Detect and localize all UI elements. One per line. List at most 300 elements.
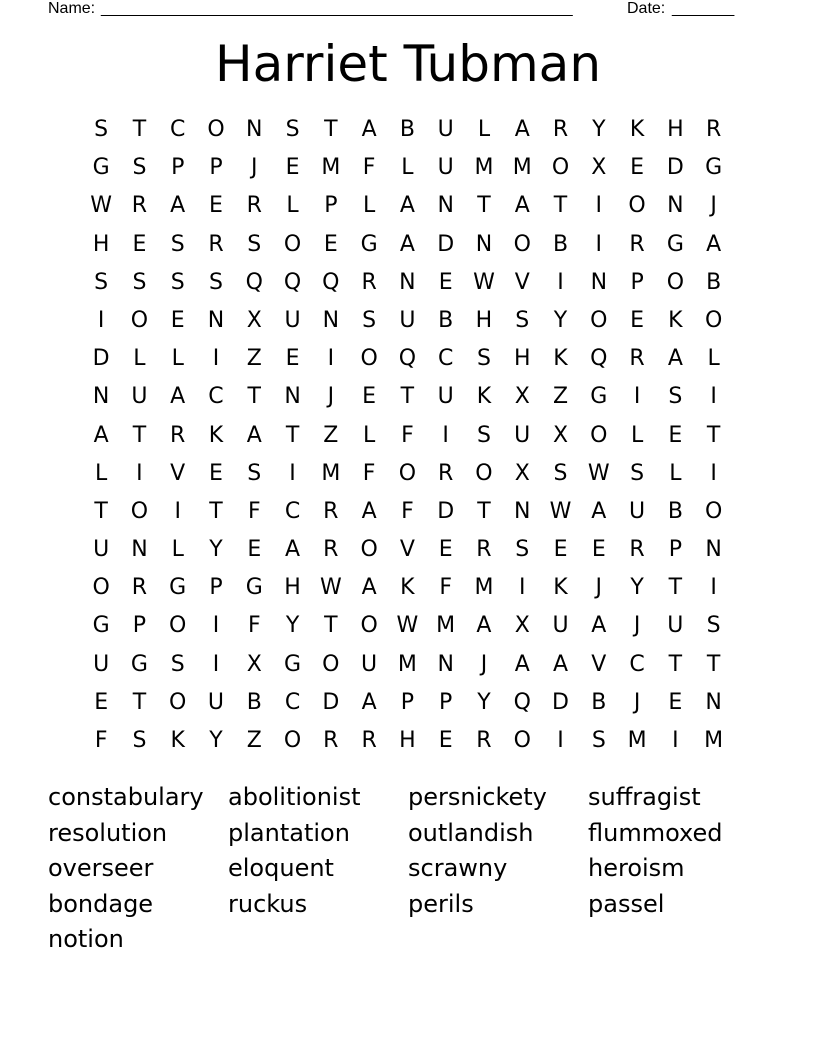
grid-row: [82, 531, 733, 569]
grid-letter: X: [246, 307, 262, 333]
date-label: Date:: [627, 0, 666, 17]
grid-letter: E: [630, 155, 645, 181]
grid-letter: R: [629, 231, 645, 257]
grid-letter: A: [706, 231, 722, 257]
grid-letter: M: [627, 728, 647, 753]
grid-row: [82, 226, 733, 264]
grid-letter: Y: [209, 728, 223, 753]
grid-letter: H: [513, 346, 531, 372]
grid-letter: K: [400, 575, 415, 601]
grid-letter: P: [668, 537, 682, 563]
grid-row: [82, 417, 733, 455]
grid-letter: A: [476, 613, 492, 639]
grid-letter: T: [132, 117, 147, 142]
grid-letter: L: [171, 346, 184, 372]
grid-letter: R: [323, 498, 339, 524]
grid-letter: D: [666, 155, 684, 181]
grid-letter: G: [360, 231, 378, 257]
grid-letter: L: [95, 460, 108, 486]
grid-letter: S: [706, 613, 721, 639]
grid-letter: A: [361, 117, 377, 142]
grid-letter: O: [704, 498, 723, 524]
grid-letter: V: [591, 651, 607, 677]
grid-letter: L: [171, 537, 184, 563]
grid-letter: E: [209, 193, 223, 219]
grid-letter: O: [130, 498, 149, 524]
grid-letter: U: [514, 422, 531, 448]
grid-letter: H: [399, 728, 416, 753]
grid-letter: J: [710, 193, 717, 219]
grid-letter: V: [514, 269, 530, 295]
grid-letter: R: [629, 346, 645, 372]
grid-row: [82, 340, 733, 378]
grid-letter: E: [553, 537, 568, 563]
grid-letter: B: [706, 269, 722, 295]
grid-row: [82, 684, 733, 722]
grid-letter: O: [360, 613, 378, 639]
grid-letter: R: [629, 537, 645, 563]
grid-letter: M: [436, 613, 456, 639]
grid-letter: O: [322, 651, 340, 677]
grid-letter: N: [667, 193, 684, 219]
grid-letter: X: [591, 155, 607, 181]
grid-letter: S: [94, 269, 109, 295]
grid-row: [82, 302, 733, 340]
grid-letter: P: [171, 155, 185, 181]
grid-letter: O: [130, 307, 149, 333]
grid-letter: U: [667, 613, 684, 639]
grid-row: [82, 646, 733, 684]
word-list-item: flummoxed: [588, 818, 723, 847]
grid-row: [82, 187, 733, 225]
grid-row: [82, 569, 733, 607]
grid-letter: G: [590, 384, 608, 410]
grid-letter: I: [557, 269, 564, 295]
word-list-item: scrawny: [408, 854, 508, 883]
grid-letter: E: [285, 346, 300, 372]
grid-letter: D: [92, 346, 110, 372]
grid-letter: C: [284, 689, 301, 715]
grid-letter: U: [207, 689, 225, 715]
grid-letter: Z: [323, 422, 339, 448]
grid-letter: S: [515, 537, 530, 563]
grid-letter: U: [437, 117, 454, 142]
grid-letter: E: [94, 689, 109, 715]
grid-letter: W: [396, 613, 419, 639]
grid-letter: T: [668, 651, 683, 677]
grid-letter: N: [514, 498, 531, 524]
grid-row: [82, 722, 733, 760]
grid-letter: O: [169, 613, 187, 639]
grid-row: [82, 607, 733, 645]
grid-letter: U: [552, 613, 569, 639]
word-list-item: notion: [48, 925, 124, 954]
grid-letter: F: [362, 460, 376, 486]
grid-row: [82, 149, 733, 187]
grid-letter: A: [591, 613, 607, 639]
grid-letter: N: [475, 231, 493, 257]
grid-letter: O: [283, 728, 302, 753]
grid-letter: M: [474, 155, 494, 181]
grid-letter: S: [170, 231, 185, 257]
grid-letter: S: [553, 460, 568, 486]
grid-letter: H: [667, 117, 684, 142]
grid-letter: S: [515, 307, 530, 333]
grid-letter: B: [438, 307, 454, 333]
grid-letter: U: [437, 384, 454, 410]
grid-letter: S: [247, 460, 262, 486]
grid-letter: A: [361, 575, 377, 601]
grid-letter: T: [209, 498, 223, 524]
grid-letter: J: [251, 155, 258, 181]
grid-letter: G: [169, 575, 187, 601]
grid-letter: N: [246, 117, 263, 142]
grid-letter: R: [208, 231, 224, 257]
grid-letter: O: [169, 689, 187, 715]
grid-letter: P: [630, 269, 644, 295]
grid-letter: I: [212, 651, 220, 677]
grid-letter: U: [131, 384, 148, 410]
grid-letter: E: [323, 231, 338, 257]
grid-letter: P: [400, 689, 415, 715]
grid-row: [82, 264, 733, 302]
grid-letter: C: [629, 651, 645, 677]
grid-letter: L: [286, 193, 299, 219]
name-blank: _____________________________________________________: [101, 0, 573, 17]
grid-letter: L: [401, 155, 414, 181]
grid-letter: R: [705, 117, 722, 142]
grid-letter: X: [514, 384, 530, 410]
grid-letter: A: [591, 498, 607, 524]
grid-letter: S: [476, 422, 491, 448]
grid-letter: O: [551, 155, 570, 181]
grid-letter: L: [707, 346, 720, 372]
word-list-item: abolitionist: [228, 783, 361, 811]
grid-letter: J: [595, 575, 603, 601]
grid-letter: E: [630, 307, 645, 333]
grid-letter: H: [92, 231, 110, 257]
grid-letter: S: [132, 155, 147, 181]
word-list-item: overseer: [48, 854, 154, 883]
grid-letter: T: [247, 384, 261, 410]
grid-letter: G: [284, 651, 302, 677]
grid-row: [82, 455, 733, 493]
grid-letter: V: [399, 537, 415, 563]
name-label: Name:: [48, 0, 96, 17]
grid-letter: N: [399, 269, 416, 295]
grid-letter: R: [323, 537, 339, 563]
grid-letter: M: [474, 575, 494, 601]
grid-letter: E: [438, 269, 453, 295]
grid-letter: U: [437, 155, 454, 181]
grid-letter: T: [400, 384, 415, 410]
grid-letter: I: [212, 613, 220, 639]
page-title: Harriet Tubman: [214, 35, 602, 93]
grid-letter: A: [514, 651, 530, 677]
grid-letter: G: [666, 231, 684, 257]
grid-letter: E: [438, 537, 453, 563]
grid-letter: I: [212, 346, 220, 372]
grid-letter: I: [710, 460, 717, 486]
grid-letter: S: [94, 117, 109, 142]
grid-letter: O: [666, 269, 685, 295]
grid-letter: E: [132, 231, 147, 257]
grid-letter: Z: [246, 346, 262, 372]
grid-letter: K: [553, 346, 568, 372]
grid-letter: E: [285, 155, 300, 181]
grid-letter: B: [591, 689, 607, 715]
grid-letter: T: [132, 422, 147, 448]
word-list: [48, 780, 768, 958]
grid-letter: Q: [398, 346, 417, 372]
date-blank: _______: [672, 0, 735, 17]
grid-letter: T: [324, 117, 338, 142]
grid-letter: P: [324, 193, 338, 219]
word-list-item: eloquent: [228, 854, 334, 883]
grid-letter: R: [246, 193, 262, 219]
grid-letter: R: [323, 728, 339, 753]
grid-letter: S: [132, 269, 147, 295]
grid-letter: F: [439, 575, 452, 601]
grid-letter: J: [633, 689, 641, 715]
grid-letter: V: [170, 460, 186, 486]
grid-letter: A: [552, 651, 569, 677]
grid-letter: G: [92, 155, 110, 181]
grid-letter: R: [438, 460, 454, 486]
grid-letter: A: [514, 117, 530, 142]
grid-letter: A: [170, 193, 186, 219]
grid-row: [82, 111, 733, 149]
grid-letter: N: [131, 537, 148, 563]
grid-letter: F: [401, 498, 414, 524]
word-list-item: constabulary: [48, 783, 204, 811]
grid-letter: R: [170, 422, 186, 448]
grid-letter: N: [437, 651, 454, 677]
grid-letter: K: [170, 728, 185, 753]
grid-letter: Q: [590, 346, 608, 372]
grid-letter: O: [398, 460, 417, 486]
header-line: [48, 0, 748, 20]
grid-letter: G: [705, 155, 723, 181]
grid-letter: T: [477, 498, 491, 524]
grid-letter: A: [399, 193, 415, 219]
grid-letter: O: [92, 575, 110, 601]
grid-letter: R: [361, 269, 377, 295]
grid-letter: N: [322, 307, 340, 333]
grid-letter: U: [629, 498, 646, 524]
grid-letter: S: [247, 231, 262, 257]
grid-letter: X: [246, 651, 262, 677]
grid-letter: P: [209, 155, 223, 181]
grid-letter: C: [208, 384, 224, 410]
grid-letter: G: [245, 575, 263, 601]
grid-letter: I: [710, 575, 717, 601]
grid-letter: S: [630, 460, 645, 486]
grid-letter: F: [247, 613, 261, 639]
grid-letter: L: [133, 346, 146, 372]
grid-letter: I: [672, 728, 679, 753]
grid-letter: X: [552, 422, 569, 448]
grid-letter: K: [553, 575, 568, 601]
grid-letter: O: [283, 231, 302, 257]
grid-letter: R: [552, 117, 569, 142]
grid-letter: T: [477, 193, 491, 219]
grid-letter: M: [704, 728, 724, 753]
grid-letter: Q: [245, 269, 263, 295]
grid-letter: Y: [477, 689, 491, 715]
grid-letter: F: [362, 155, 376, 181]
grid-letter: B: [552, 231, 569, 257]
grid-letter: I: [327, 346, 335, 372]
grid-letter: E: [591, 537, 606, 563]
grid-letter: X: [514, 613, 530, 639]
grid-letter: C: [437, 346, 454, 372]
grid-letter: J: [633, 613, 641, 639]
grid-letter: Y: [285, 613, 300, 639]
grid-letter: A: [399, 231, 415, 257]
grid-letter: B: [246, 689, 262, 715]
grid-letter: B: [399, 117, 415, 142]
word-list-item: bondage: [48, 889, 154, 918]
grid-letter: N: [705, 537, 722, 563]
grid-letter: I: [97, 307, 105, 333]
grid-letter: T: [324, 613, 338, 639]
grid-letter: I: [442, 422, 449, 448]
grid-letter: P: [209, 575, 223, 601]
grid-letter: A: [667, 346, 683, 372]
grid-letter: S: [668, 384, 683, 410]
grid-letter: O: [475, 460, 493, 486]
grid-letter: A: [361, 689, 377, 715]
grid-letter: R: [131, 575, 148, 601]
grid-letter: J: [480, 651, 488, 677]
word-search-grid: [82, 111, 733, 760]
grid-letter: N: [207, 307, 225, 333]
grid-letter: S: [362, 307, 377, 333]
grid-letter: E: [170, 307, 185, 333]
word-list-item: perils: [408, 889, 474, 918]
grid-letter: L: [630, 422, 644, 448]
grid-letter: M: [321, 155, 341, 181]
grid-letter: R: [361, 728, 377, 753]
word-list-item: resolution: [48, 818, 168, 847]
grid-letter: A: [361, 498, 377, 524]
grid-letter: Q: [322, 269, 340, 295]
grid-letter: W: [587, 460, 610, 486]
grid-letter: I: [595, 231, 603, 257]
grid-letter: S: [285, 117, 300, 142]
grid-letter: R: [131, 193, 148, 219]
grid-letter: N: [437, 193, 454, 219]
grid-letter: E: [209, 460, 223, 486]
grid-letter: S: [591, 728, 606, 753]
grid-letter: O: [360, 346, 378, 372]
grid-row: [82, 493, 733, 531]
grid-letter: L: [362, 193, 376, 219]
grid-letter: D: [552, 689, 569, 715]
grid-letter: I: [136, 460, 143, 486]
grid-letter: O: [513, 231, 531, 257]
grid-letter: N: [284, 384, 301, 410]
grid-letter: I: [710, 384, 717, 410]
grid-letter: S: [132, 728, 147, 753]
grid-letter: L: [477, 117, 491, 142]
grid-letter: W: [319, 575, 342, 601]
grid-letter: N: [92, 384, 110, 410]
grid-letter: T: [132, 689, 147, 715]
grid-letter: O: [628, 193, 646, 219]
grid-letter: E: [362, 384, 377, 410]
grid-letter: Y: [630, 575, 644, 601]
grid-letter: E: [438, 728, 453, 753]
grid-letter: I: [557, 728, 564, 753]
grid-letter: A: [93, 422, 109, 448]
word-list-item: plantation: [228, 818, 350, 847]
grid-letter: I: [289, 460, 296, 486]
grid-letter: O: [207, 117, 225, 142]
word-list-item: outlandish: [408, 818, 534, 847]
grid-letter: S: [170, 269, 185, 295]
grid-letter: T: [706, 422, 721, 448]
grid-letter: A: [514, 193, 530, 219]
grid-letter: Z: [246, 728, 262, 753]
grid-letter: T: [94, 498, 108, 524]
grid-letter: J: [327, 384, 335, 410]
grid-letter: S: [170, 651, 185, 677]
grid-letter: U: [361, 651, 378, 677]
grid-letter: P: [439, 689, 453, 715]
grid-letter: P: [132, 613, 147, 639]
grid-letter: Y: [592, 117, 606, 142]
word-list-item: persnickety: [408, 783, 547, 811]
grid-letter: U: [284, 307, 301, 333]
grid-letter: C: [284, 498, 301, 524]
grid-letter: K: [476, 384, 492, 410]
grid-letter: T: [553, 193, 568, 219]
word-list-item: heroism: [588, 854, 685, 883]
grid-letter: U: [399, 307, 416, 333]
grid-letter: G: [130, 651, 148, 677]
grid-letter: B: [667, 498, 683, 524]
grid-letter: F: [401, 422, 414, 448]
grid-letter: I: [595, 193, 603, 219]
grid-letter: D: [437, 231, 455, 257]
grid-letter: D: [322, 689, 340, 715]
grid-letter: M: [397, 651, 417, 677]
grid-letter: O: [590, 422, 608, 448]
grid-letter: A: [285, 537, 301, 563]
grid-letter: G: [92, 613, 110, 639]
grid-letter: O: [704, 307, 723, 333]
grid-letter: H: [475, 307, 493, 333]
grid-letter: C: [170, 117, 186, 142]
grid-letter: I: [518, 575, 526, 601]
grid-letter: K: [668, 307, 683, 333]
grid-letter: N: [590, 269, 608, 295]
grid-letter: Z: [552, 384, 569, 410]
grid-letter: E: [247, 537, 262, 563]
grid-letter: I: [633, 384, 641, 410]
grid-letter: Q: [283, 269, 302, 295]
grid-letter: F: [247, 498, 261, 524]
grid-letter: W: [473, 269, 495, 295]
grid-letter: T: [285, 422, 300, 448]
grid-letter: X: [514, 460, 530, 486]
grid-letter: L: [362, 422, 376, 448]
grid-letter: O: [513, 728, 531, 753]
grid-letter: U: [93, 651, 110, 677]
grid-letter: K: [208, 422, 224, 448]
